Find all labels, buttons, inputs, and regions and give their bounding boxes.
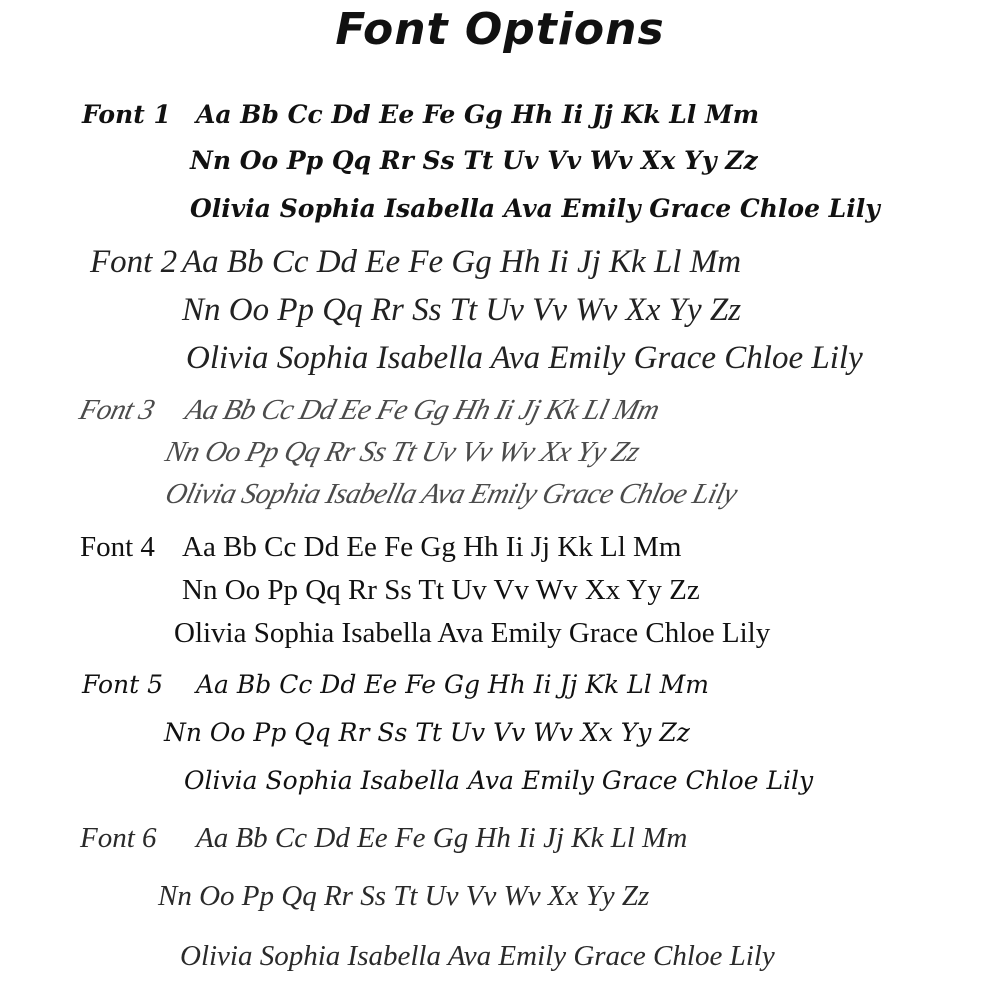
font-1-line-2: Nn Oo Pp Qq Rr Ss Tt Uv Vv Wv Xx Yy Zz [190, 146, 758, 175]
font-3-line-1: Aa Bb Cc Dd Ee Fe Gg Hh Ii Jj Kk Ll Mm [182, 394, 663, 426]
font-2-label: Font 2 [90, 244, 178, 280]
font-6-line-1: Aa Bb Cc Dd Ee Fe Gg Hh Ii Jj Kk Ll Mm [196, 822, 688, 854]
font-3-line-2: Nn Oo Pp Qq Rr Ss Tt Uv Vv Wv Xx Yy Zz [162, 436, 643, 468]
font-1-label: Font 1 [82, 100, 171, 129]
font-5-label: Font 5 [82, 670, 164, 699]
font-3-label: Font 3 [76, 394, 158, 426]
font-6-line-3: Olivia Sophia Isabella Ava Emily Grace Chloe Lily [180, 940, 775, 972]
font-4-line-1: Aa Bb Cc Dd Ee Fe Gg Hh Ii Jj Kk Ll Mm [182, 531, 682, 563]
font-2-line-3: Olivia Sophia Isabella Ava Emily Grace Chloe Lily [186, 340, 863, 376]
font-5-line-2: Nn Oo Pp Qq Rr Ss Tt Uv Vv Wv Xx Yy Zz [164, 718, 690, 747]
font-4-label: Font 4 [80, 531, 155, 563]
font-3-line-3: Olivia Sophia Isabella Ava Emily Grace Chloe Lily [162, 478, 741, 510]
font-5-line-1: Aa Bb Cc Dd Ee Fe Gg Hh Ii Jj Kk Ll Mm [196, 670, 709, 699]
font-6-label: Font 6 [80, 822, 157, 854]
font-5-line-3: Olivia Sophia Isabella Ava Emily Grace Chloe Lily [184, 766, 814, 795]
font-1-line-1: Aa Bb Cc Dd Ee Fe Gg Hh Ii Jj Kk Ll Mm [196, 100, 760, 129]
font-6-line-2: Nn Oo Pp Qq Rr Ss Tt Uv Vv Wv Xx Yy Zz [158, 880, 650, 912]
font-1-line-3: Olivia Sophia Isabella Ava Emily Grace Chloe Lily [190, 194, 880, 223]
font-2-line-2: Nn Oo Pp Qq Rr Ss Tt Uv Vv Wv Xx Yy Zz [182, 292, 742, 328]
page-title: Font Options [335, 4, 665, 55]
font-4-line-2: Nn Oo Pp Qq Rr Ss Tt Uv Vv Wv Xx Yy Zz [182, 574, 700, 606]
font-2-line-1: Aa Bb Cc Dd Ee Fe Gg Hh Ii Jj Kk Ll Mm [182, 244, 742, 280]
font-4-line-3: Olivia Sophia Isabella Ava Emily Grace Chloe Lily [174, 617, 771, 649]
